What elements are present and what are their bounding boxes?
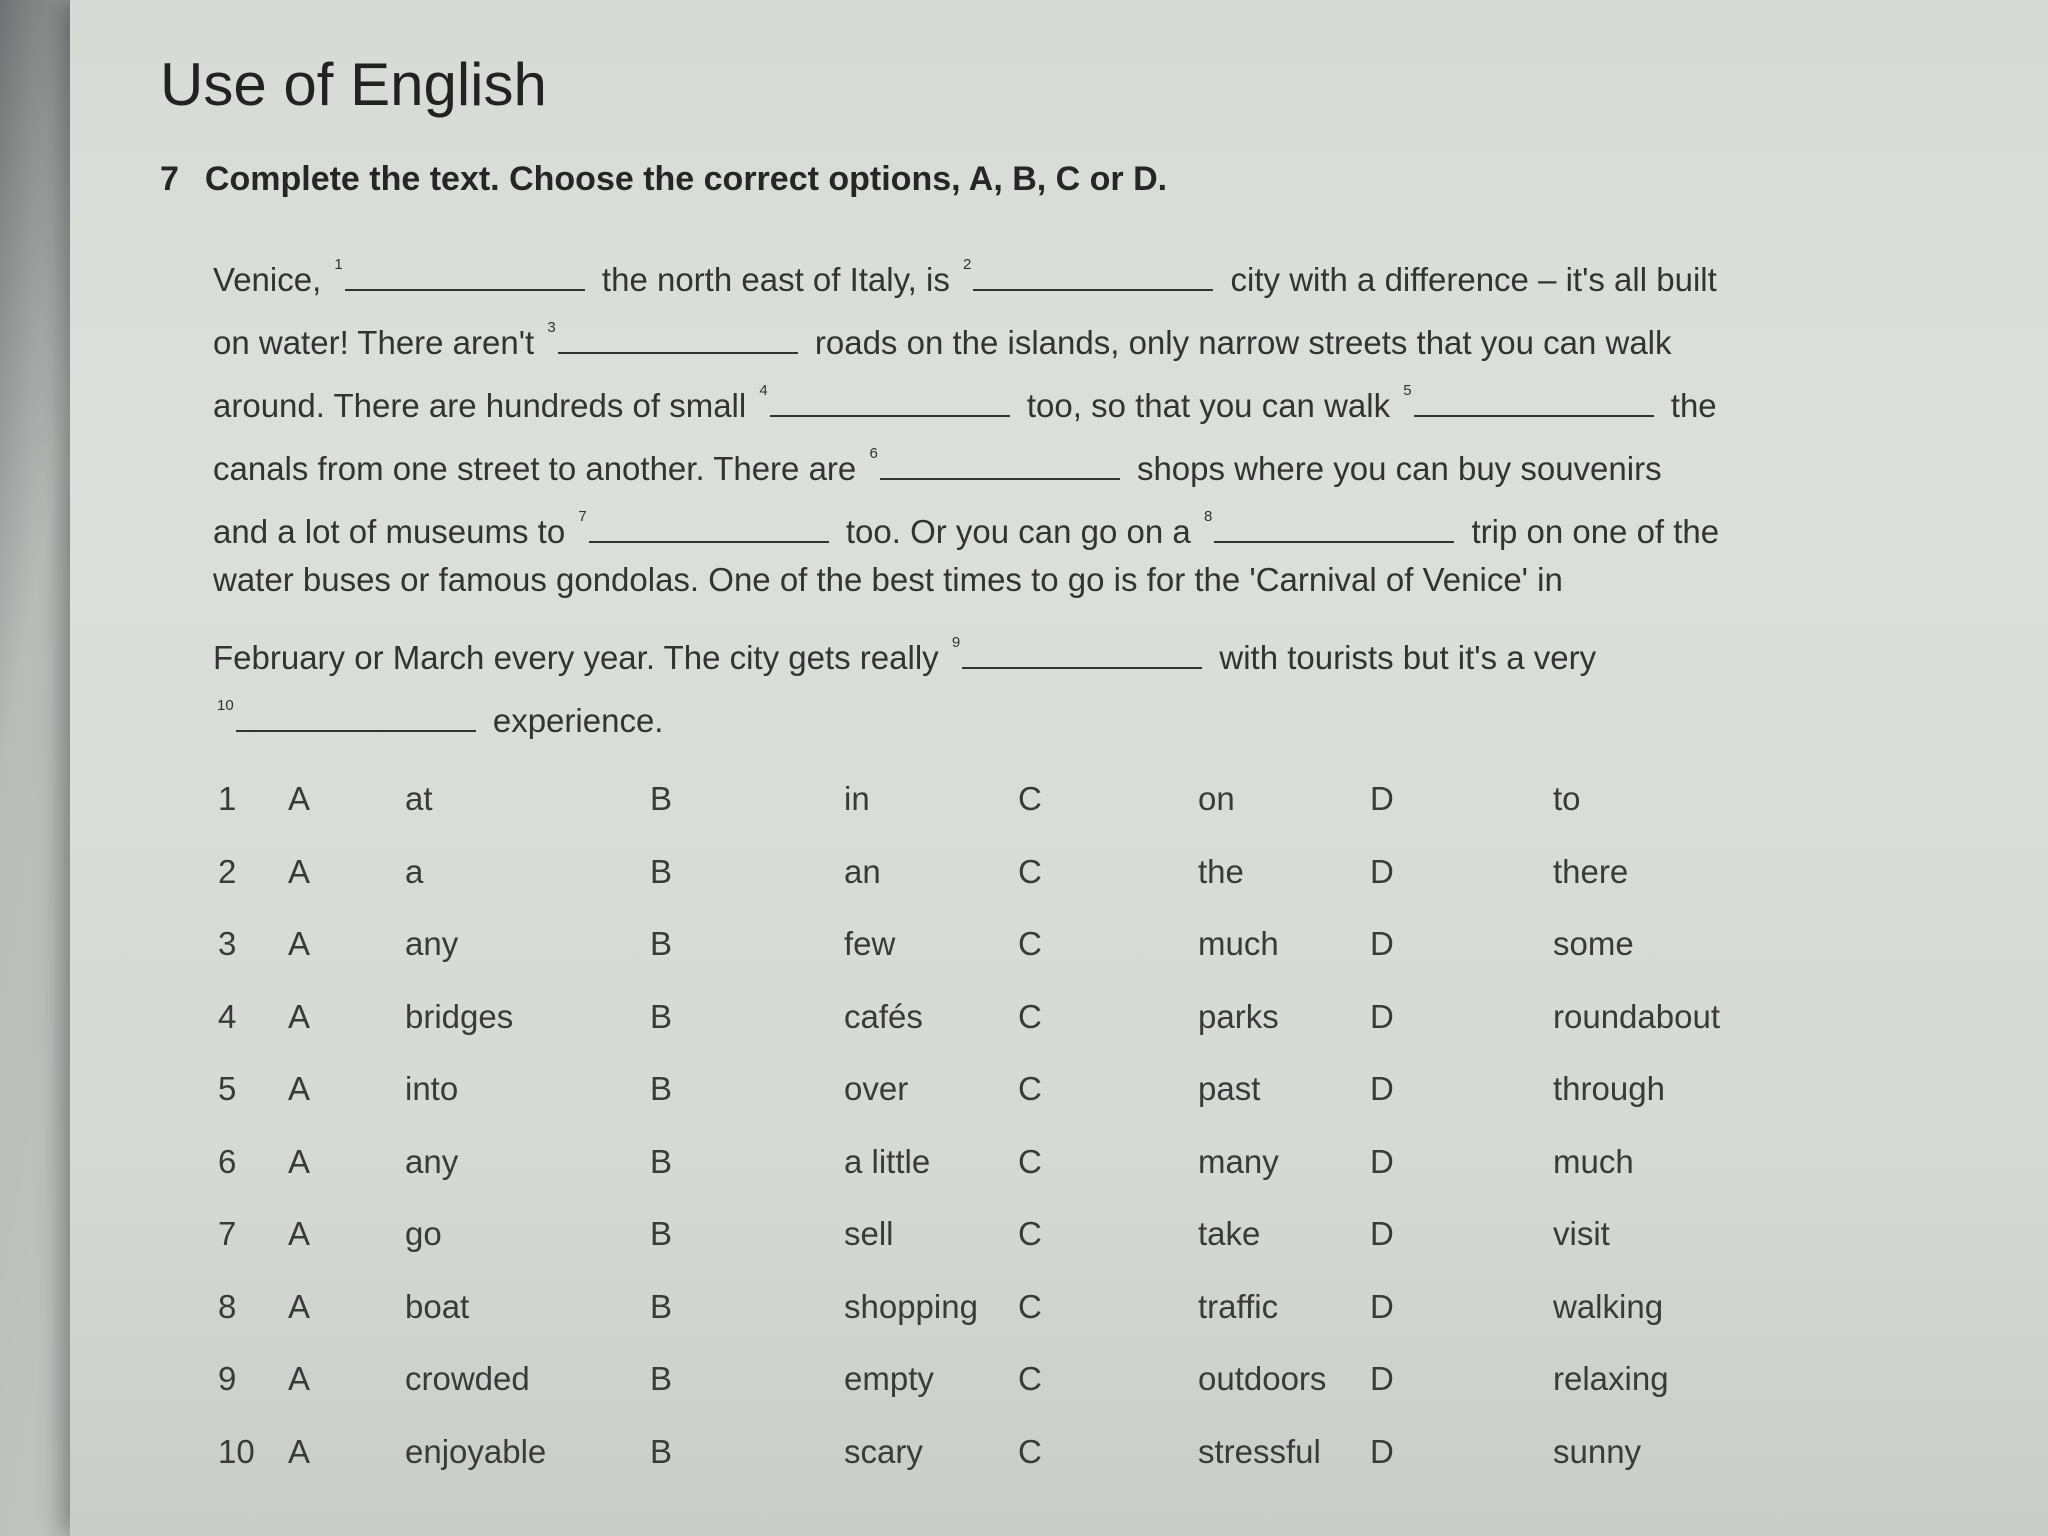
option-letter-c: C [1018, 1432, 1042, 1470]
passage-line [213, 233, 1913, 296]
passage-text: around. There are hundreds of small [213, 387, 756, 424]
option-letter-c: C [1018, 852, 1042, 890]
option-letter-a: A [288, 852, 311, 890]
option-a[interactable]: at [405, 780, 433, 817]
option-b[interactable]: over [844, 1070, 909, 1107]
option-d[interactable]: relaxing [1553, 1360, 1669, 1397]
option-letter-d: D [1370, 780, 1394, 817]
option-letter-c: C [1018, 780, 1042, 817]
passage-text: too. Or you can go on a [836, 513, 1200, 550]
option-c[interactable]: stressful [1198, 1432, 1321, 1470]
passage-line [213, 674, 1913, 737]
option-row [218, 1215, 1818, 1288]
option-row [218, 1288, 1818, 1361]
answer-gap[interactable] [236, 698, 476, 732]
passage-text: shops where you can buy souvenirs [1127, 450, 1662, 487]
option-letter-d: D [1370, 852, 1394, 890]
option-letter-a: A [288, 1142, 311, 1180]
option-row [218, 1433, 1818, 1506]
passage-line [213, 548, 1913, 611]
gap-number: 5 [1403, 382, 1412, 399]
option-letter-a: A [288, 1287, 311, 1325]
option-letter-b: B [650, 780, 673, 817]
option-c[interactable]: take [1198, 1215, 1261, 1252]
option-letter-d: D [1370, 925, 1394, 962]
question-number: 2 [218, 852, 237, 890]
passage-text: roads on the islands, only narrow streets that you can walk [805, 324, 1672, 361]
option-row [218, 925, 1818, 998]
option-c[interactable]: outdoors [1198, 1360, 1327, 1397]
option-letter-b: B [650, 852, 673, 890]
passage-text: and a lot of museums to [213, 513, 575, 550]
instruction-text: Complete the text. Choose the correct options, A, B, C or D. [204, 160, 1168, 198]
passage-line [213, 422, 1913, 485]
question-number: 9 [218, 1360, 237, 1397]
section-title: Use of English [160, 51, 547, 118]
option-b[interactable]: a little [844, 1142, 931, 1180]
option-letter-b: B [650, 1142, 673, 1180]
option-b[interactable]: sell [844, 1215, 894, 1252]
option-letter-d: D [1370, 1432, 1394, 1470]
gap-number: 3 [547, 319, 556, 336]
passage-line [213, 296, 1913, 359]
answer-gap[interactable] [1414, 383, 1654, 417]
question-number: 4 [218, 997, 237, 1035]
option-a[interactable]: crowded [405, 1360, 530, 1397]
passage-text: the [1661, 387, 1717, 424]
answer-gap[interactable] [962, 635, 1202, 669]
option-row [218, 998, 1818, 1071]
option-a[interactable]: go [405, 1215, 442, 1252]
option-letter-b: B [650, 1287, 673, 1325]
option-b[interactable]: an [844, 852, 881, 890]
option-c[interactable]: past [1198, 1070, 1261, 1107]
option-letter-b: B [650, 925, 673, 962]
worksheet-page [70, 0, 2048, 1536]
option-letter-b: B [650, 1432, 673, 1470]
option-a[interactable]: any [405, 925, 459, 962]
answer-gap[interactable] [1214, 509, 1454, 543]
question-number: 3 [218, 925, 237, 962]
question-number: 10 [218, 1432, 255, 1470]
option-row [218, 853, 1818, 926]
answer-gap[interactable] [770, 383, 1010, 417]
option-row [218, 1360, 1818, 1433]
exercise-instruction [160, 160, 1167, 199]
question-number: 8 [218, 1287, 237, 1325]
passage-text: Venice, [213, 261, 331, 298]
gap-number: 1 [334, 256, 343, 273]
option-b[interactable]: empty [844, 1360, 934, 1397]
option-a[interactable]: enjoyable [405, 1432, 547, 1470]
question-number: 6 [218, 1142, 237, 1180]
question-number: 7 [218, 1215, 237, 1252]
option-letter-d: D [1370, 1287, 1394, 1325]
passage-text: city with a difference – it's all built [1221, 261, 1717, 298]
option-d[interactable]: there [1553, 852, 1629, 890]
passage-text: trip on one of the [1462, 513, 1720, 550]
option-a[interactable]: any [405, 1142, 459, 1180]
option-letter-d: D [1370, 1142, 1394, 1180]
option-letter-c: C [1018, 1215, 1042, 1252]
option-a[interactable]: a [405, 852, 424, 890]
option-row [218, 1143, 1818, 1216]
option-a[interactable]: bridges [405, 997, 514, 1035]
option-d[interactable]: sunny [1553, 1432, 1642, 1470]
passage-text: water buses or famous gondolas. One of the best times to go is for the 'Carnival of Venice' in [213, 561, 1563, 598]
option-letter-b: B [650, 997, 673, 1035]
option-c[interactable]: much [1198, 925, 1279, 962]
gap-number: 4 [759, 382, 768, 399]
option-row [218, 1070, 1818, 1143]
gap-number: 9 [951, 634, 961, 651]
option-letter-d: D [1370, 1360, 1394, 1397]
option-letter-a: A [288, 1215, 311, 1252]
option-letter-c: C [1018, 1070, 1042, 1107]
option-c[interactable]: the [1198, 852, 1244, 890]
question-number: 5 [218, 1070, 237, 1107]
option-row [218, 780, 1818, 853]
passage-line [213, 359, 1913, 422]
passage-line [213, 485, 1913, 548]
gap-number: 10 [217, 697, 234, 714]
option-letter-d: D [1370, 1215, 1394, 1252]
option-b[interactable]: scary [844, 1432, 923, 1470]
option-letter-a: A [288, 925, 311, 962]
passage-text: with tourists but it's a very [1210, 639, 1597, 676]
option-letter-d: D [1370, 1070, 1394, 1107]
gap-number: 2 [963, 256, 972, 273]
option-letter-a: A [288, 1070, 311, 1107]
answer-gap[interactable] [558, 320, 798, 354]
option-d[interactable]: much [1553, 1142, 1634, 1180]
option-letter-c: C [1018, 1360, 1042, 1397]
gap-number: 7 [578, 508, 587, 525]
answer-gap[interactable] [345, 257, 585, 291]
option-a[interactable]: boat [405, 1287, 470, 1325]
option-b[interactable]: in [844, 780, 870, 817]
option-d[interactable]: walking [1553, 1287, 1664, 1325]
option-letter-b: B [650, 1070, 673, 1107]
cloze-passage [213, 233, 1913, 737]
answer-gap[interactable] [880, 446, 1120, 480]
passage-line [213, 611, 1913, 674]
passage-text: the north east of Italy, is [592, 261, 960, 298]
answer-gap[interactable] [973, 257, 1213, 291]
gap-number: 8 [1203, 508, 1213, 525]
option-letter-a: A [288, 1360, 311, 1397]
option-d[interactable]: visit [1553, 1215, 1610, 1252]
passage-text: canals from one street to another. There are [213, 450, 866, 487]
option-d[interactable]: roundabout [1553, 997, 1720, 1035]
option-c[interactable]: on [1198, 780, 1235, 817]
option-letter-c: C [1018, 1142, 1042, 1180]
option-b[interactable]: shopping [844, 1287, 978, 1325]
passage-text: February or March every year. The city gets really [213, 639, 948, 676]
passage-text: on water! There aren't [213, 324, 544, 361]
option-letter-a: A [288, 780, 311, 817]
exercise-number: 7 [160, 160, 179, 198]
option-d[interactable]: through [1553, 1070, 1665, 1107]
option-letter-d: D [1370, 997, 1394, 1035]
option-d[interactable]: to [1553, 780, 1581, 817]
option-letter-c: C [1018, 1287, 1042, 1325]
option-letter-c: C [1018, 997, 1042, 1035]
option-a[interactable]: into [405, 1070, 459, 1107]
option-b[interactable]: few [844, 925, 896, 962]
option-b[interactable]: cafés [844, 997, 923, 1035]
option-d[interactable]: some [1553, 925, 1634, 962]
passage-text: experience. [483, 702, 664, 739]
option-c[interactable]: parks [1198, 997, 1279, 1035]
option-letter-a: A [288, 997, 311, 1035]
option-c[interactable]: many [1198, 1142, 1279, 1180]
options-table [218, 780, 1818, 1505]
answer-gap[interactable] [589, 509, 829, 543]
passage-text: too, so that you can walk [1017, 387, 1400, 424]
option-letter-b: B [650, 1215, 673, 1252]
option-letter-a: A [288, 1432, 311, 1470]
option-letter-c: C [1018, 925, 1042, 962]
option-c[interactable]: traffic [1198, 1287, 1279, 1325]
question-number: 1 [218, 780, 237, 817]
option-letter-b: B [650, 1360, 673, 1397]
gap-number: 6 [869, 445, 878, 462]
